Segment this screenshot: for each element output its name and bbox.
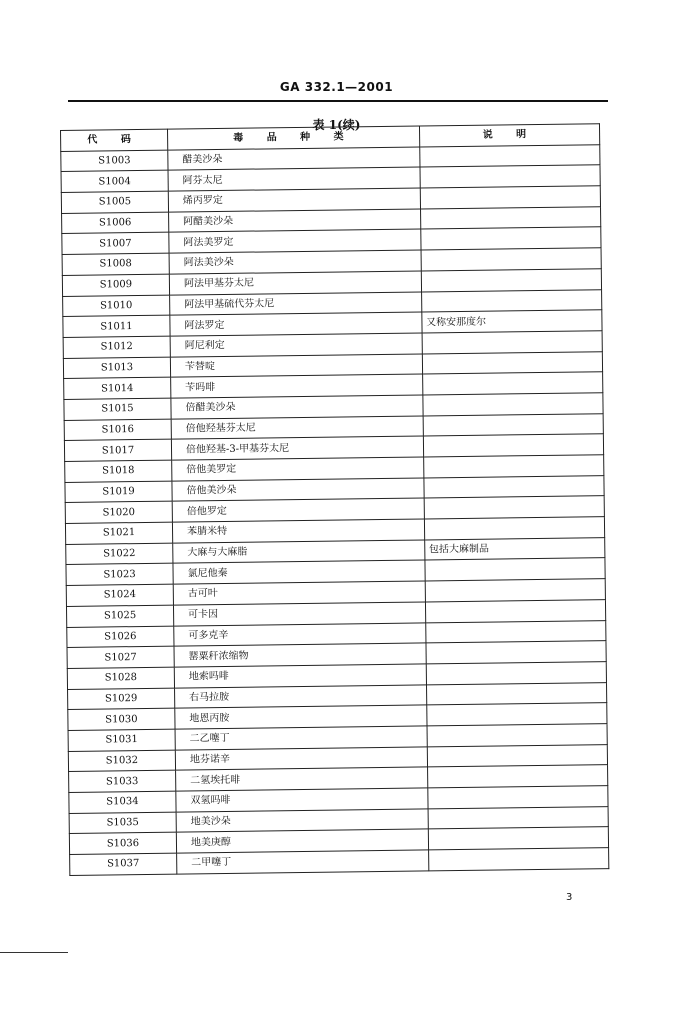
row-code: S1030 [68, 708, 175, 730]
row-drug-name: 阿法美沙朵 [169, 250, 421, 274]
row-code: S1037 [70, 853, 177, 875]
row-note [421, 248, 602, 271]
row-code: S1026 [67, 626, 174, 648]
row-code: S1023 [66, 564, 173, 586]
row-note [426, 662, 607, 685]
row-drug-name: 烯丙罗定 [168, 188, 420, 212]
row-note [420, 227, 601, 250]
row-code: S1032 [68, 750, 175, 772]
row-note [421, 269, 602, 292]
row-code: S1020 [65, 501, 172, 523]
row-note [420, 165, 601, 188]
row-code: S1013 [63, 357, 170, 379]
column-header-name: 毒 品 种 类 [167, 126, 419, 150]
row-drug-name: 阿法罗定 [170, 312, 422, 336]
row-note [427, 744, 608, 767]
row-drug-name: 倍他羟基芬太尼 [171, 416, 423, 440]
row-note [425, 620, 606, 643]
row-code: S1027 [67, 646, 174, 668]
row-code: S1008 [62, 253, 169, 275]
row-drug-name: 苄替啶 [170, 354, 422, 378]
row-code: S1029 [68, 688, 175, 710]
row-code: S1025 [66, 605, 173, 627]
row-code: S1006 [62, 212, 169, 234]
header-rule [68, 100, 608, 102]
row-note [421, 289, 602, 312]
row-code: S1017 [64, 439, 171, 461]
row-drug-name: 阿醋美沙朵 [169, 209, 421, 233]
row-code: S1021 [65, 522, 172, 544]
row-drug-name: 罂粟秆浓缩物 [174, 643, 426, 667]
row-note: 包括大麻制品 [424, 537, 605, 560]
row-note [423, 434, 604, 457]
table-title: 表 1(续) [312, 118, 361, 132]
row-code: S1035 [69, 812, 176, 834]
row-code: S1011 [63, 315, 170, 337]
row-code: S1034 [69, 791, 176, 813]
row-note: 又称安那度尔 [421, 310, 602, 333]
row-note [423, 413, 604, 436]
row-code: S1016 [64, 419, 171, 441]
row-drug-name: 大麻与大麻脂 [173, 540, 425, 564]
row-note [427, 724, 608, 747]
row-code: S1018 [65, 460, 172, 482]
row-note [424, 496, 605, 519]
row-code: S1022 [66, 543, 173, 565]
row-code: S1004 [61, 171, 168, 193]
row-note [428, 848, 609, 871]
row-drug-name: 地恩丙胺 [175, 705, 427, 729]
row-note [420, 186, 601, 209]
row-drug-name: 古可叶 [173, 581, 425, 605]
row-drug-name: 苯腈米特 [172, 519, 424, 543]
row-note [424, 475, 605, 498]
row-drug-name: 二氢埃托啡 [176, 767, 428, 791]
row-note [422, 331, 603, 354]
row-note [425, 599, 606, 622]
row-drug-name: 可多克辛 [174, 622, 426, 646]
row-note [426, 703, 607, 726]
row-code: S1012 [63, 336, 170, 358]
row-code: S1007 [62, 233, 169, 255]
column-header-code: 代 码 [61, 129, 168, 151]
row-note [419, 144, 600, 167]
row-drug-name: 阿法甲基硫代芬太尼 [170, 291, 422, 315]
row-drug-name: 苄吗啡 [171, 374, 423, 398]
row-drug-name: 氯尼他秦 [173, 560, 425, 584]
row-drug-name: 倍醋美沙朵 [171, 395, 423, 419]
row-code: S1009 [62, 274, 169, 296]
row-drug-name: 二乙噻丁 [175, 726, 427, 750]
table-body [61, 144, 609, 875]
row-drug-name: 二甲噻丁 [177, 850, 429, 874]
row-note [423, 455, 604, 478]
row-drug-name: 倍他罗定 [172, 498, 424, 522]
row-note [422, 372, 603, 395]
row-drug-name: 倍他美沙朵 [172, 478, 424, 502]
row-drug-name: 阿芬太尼 [168, 167, 420, 191]
row-code: S1005 [61, 191, 168, 213]
row-code: S1031 [68, 729, 175, 751]
row-code: S1003 [61, 150, 168, 172]
row-drug-name: 阿法美罗定 [169, 229, 421, 253]
row-drug-name: 可卡因 [173, 602, 425, 626]
row-code: S1024 [66, 584, 173, 606]
row-drug-name: 地美庚醇 [176, 829, 428, 853]
row-note [428, 806, 609, 829]
row-note [426, 682, 607, 705]
row-note [427, 786, 608, 809]
column-header-note: 说 明 [419, 124, 600, 147]
row-drug-name: 双氢吗啡 [176, 788, 428, 812]
row-drug-name: 倍他美罗定 [172, 457, 424, 481]
row-note [426, 641, 607, 664]
footer-rule [0, 952, 68, 953]
row-note [425, 558, 606, 581]
row-note [425, 579, 606, 602]
row-note [420, 206, 601, 229]
row-drug-name: 地美沙朵 [176, 809, 428, 833]
row-note [424, 517, 605, 540]
row-drug-name: 右马拉胺 [175, 685, 427, 709]
row-drug-name: 阿法甲基芬太尼 [169, 271, 421, 295]
row-drug-name: 地芬诺辛 [175, 747, 427, 771]
row-note [422, 351, 603, 374]
row-drug-name: 倍他羟基-3-甲基芬太尼 [171, 436, 423, 460]
row-code: S1014 [64, 377, 171, 399]
standard-number: GA 332.1—2001 [279, 80, 394, 94]
row-drug-name: 醋美沙朵 [168, 147, 420, 171]
row-code: S1028 [67, 667, 174, 689]
row-code: S1015 [64, 398, 171, 420]
row-note [428, 827, 609, 850]
drug-table [60, 123, 609, 875]
row-note [427, 765, 608, 788]
row-drug-name: 地索吗啡 [174, 664, 426, 688]
row-code: S1010 [63, 295, 170, 317]
page-number: 3 [566, 892, 573, 903]
table-container [60, 123, 609, 875]
row-code: S1036 [69, 832, 176, 854]
row-drug-name: 阿尼利定 [170, 333, 422, 357]
row-code: S1019 [65, 481, 172, 503]
row-note [422, 393, 603, 416]
row-code: S1033 [69, 770, 176, 792]
